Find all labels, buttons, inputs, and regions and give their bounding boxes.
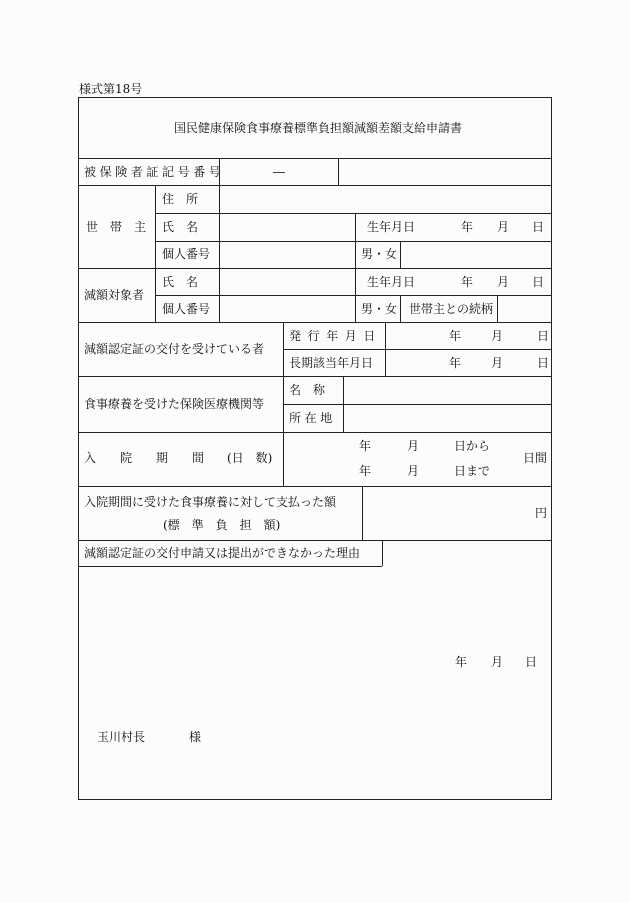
reduction-target-label: 減額対象者	[84, 288, 145, 302]
submission-day: 日	[525, 655, 538, 669]
long-term-date-label: 長期該当年月日	[289, 356, 374, 370]
hospitalization-to-day: 日まで	[454, 464, 491, 478]
addressee-honorific: 様	[189, 730, 202, 744]
hospitalization-from-year: 年	[359, 439, 372, 453]
rule	[283, 349, 552, 350]
rule	[400, 295, 401, 322]
rule	[78, 540, 552, 541]
rule	[343, 376, 344, 432]
rule	[155, 185, 156, 322]
rule	[78, 322, 552, 323]
rule	[362, 486, 363, 540]
hospitalization-to-month: 月	[407, 464, 420, 478]
hospitalization-from-day: 日から	[454, 439, 491, 453]
hospitalization-days-label: (日 数)	[227, 451, 273, 465]
rule	[355, 213, 356, 322]
institution-location-label: 所在地	[289, 411, 336, 425]
hospitalization-to-year: 年	[359, 464, 372, 478]
rule	[338, 158, 339, 185]
rule	[155, 241, 552, 242]
reduction-target-birth-day: 日	[532, 275, 545, 289]
reduction-target-birth-label: 生年月日	[367, 275, 416, 289]
hospitalization-from-month: 月	[407, 439, 420, 453]
institution-label: 食事療養を受けた保険医療機関等	[84, 397, 265, 411]
payment-label-line1: 入院期間に受けた食事療養に対して支払った額	[84, 495, 337, 509]
reduction-target-name-label: 氏 名	[162, 275, 199, 289]
rule	[283, 404, 552, 405]
issue-date-day: 日	[537, 329, 550, 343]
householder-name-label: 氏 名	[162, 220, 199, 234]
hospitalization-label: 入 院 期 間	[84, 451, 205, 465]
issue-date-year: 年	[449, 329, 462, 343]
long-term-date-day: 日	[537, 356, 550, 370]
rule	[219, 185, 220, 322]
reduction-target-personal-number-label: 個人番号	[162, 302, 211, 316]
long-term-date-month: 月	[491, 356, 504, 370]
institution-name-label: 名 称	[289, 383, 326, 397]
addressee-name: 玉川村長	[97, 730, 146, 744]
insured-number-dash: ―	[273, 165, 285, 179]
householder-birth-day: 日	[532, 220, 545, 234]
rule	[382, 540, 383, 566]
long-term-date-year: 年	[449, 356, 462, 370]
form-number: 様式第18号	[79, 82, 143, 96]
rule	[78, 185, 552, 186]
reduction-target-relation-label: 世帯主との続柄	[409, 302, 494, 316]
householder-birth-label: 生年月日	[367, 220, 416, 234]
reduction-target-birth-month: 月	[497, 275, 510, 289]
rule	[155, 295, 552, 296]
rule	[155, 213, 552, 214]
certificate-label: 減額認定証の交付を受けている者	[84, 342, 265, 356]
rule	[400, 241, 401, 268]
rule	[78, 432, 552, 433]
rule	[78, 376, 552, 377]
reason-label: 減額認定証の交付申請又は提出ができなかった理由	[84, 546, 361, 560]
insured-number-label: 被保険者証記号番号	[84, 165, 225, 179]
householder-personal-number-label: 個人番号	[162, 247, 211, 261]
submission-year: 年	[455, 655, 468, 669]
rule	[78, 566, 382, 567]
issue-date-month: 月	[491, 329, 504, 343]
rule	[497, 295, 498, 322]
form-title: 国民健康保険食事療養標準負担額減額差額支給申請書	[174, 121, 463, 135]
rule	[78, 158, 552, 159]
householder-birth-month: 月	[497, 220, 510, 234]
payment-unit: 円	[535, 506, 548, 520]
submission-month: 月	[491, 655, 504, 669]
payment-label-line2: (標 準 負 担 額)	[163, 518, 281, 532]
householder-label: 世 帯 主	[86, 220, 147, 234]
issue-date-label: 発行年月日	[289, 329, 383, 343]
rule	[78, 268, 552, 269]
householder-birth-year: 年	[461, 220, 474, 234]
rule	[385, 322, 386, 376]
householder-address-label: 住 所	[162, 192, 199, 206]
reduction-target-sex-label: 男・女	[361, 302, 398, 316]
householder-sex-label: 男・女	[361, 247, 398, 261]
rule	[78, 486, 552, 487]
hospitalization-days-unit: 日間	[523, 451, 548, 465]
rule	[283, 322, 284, 486]
reduction-target-birth-year: 年	[461, 275, 474, 289]
